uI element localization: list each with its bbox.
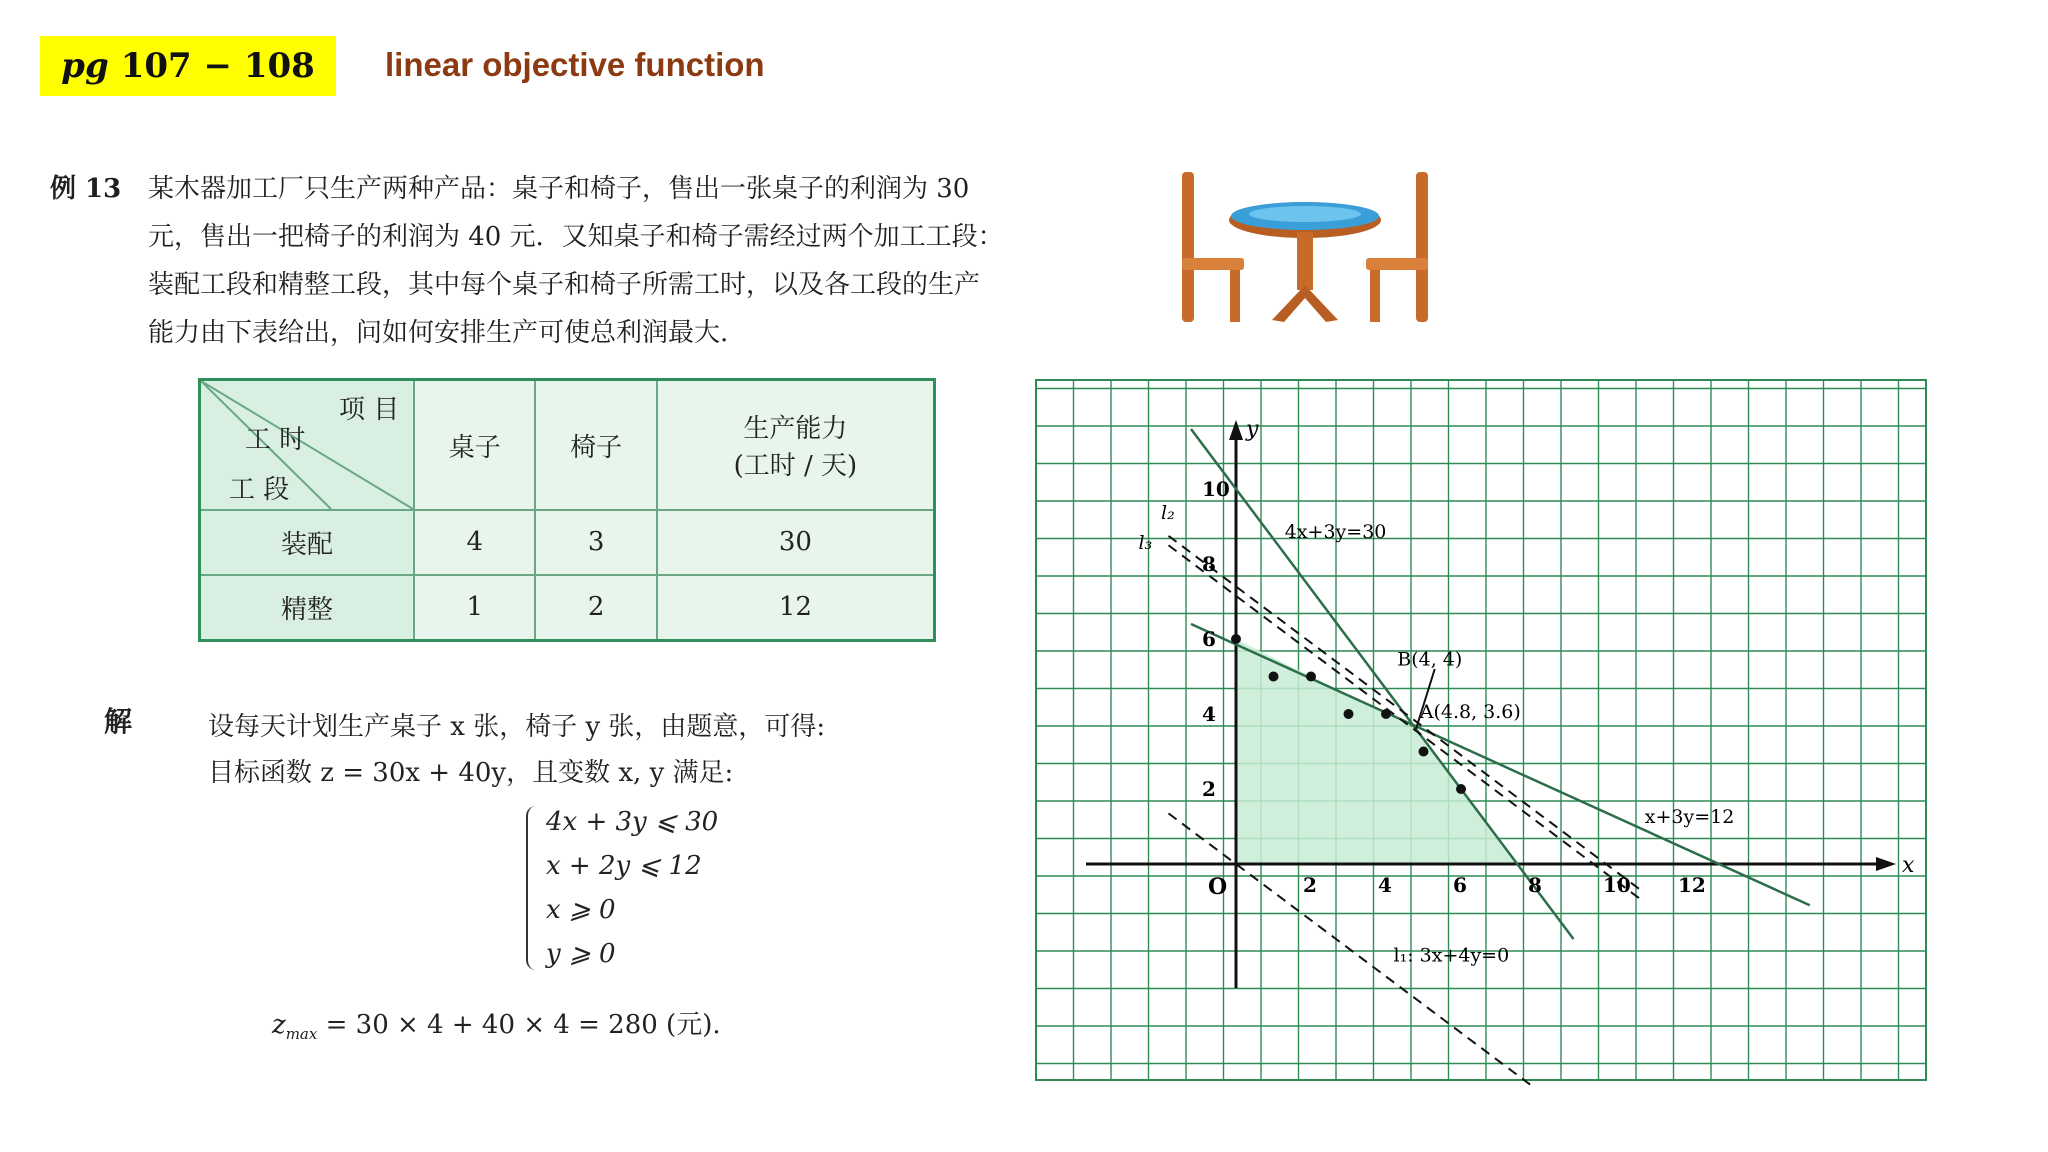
x-tick-label: 6 xyxy=(1453,873,1467,897)
y-tick-label: 10 xyxy=(1202,477,1230,501)
x-tick-label: 12 xyxy=(1678,873,1706,897)
y-tick-label: 6 xyxy=(1202,627,1216,651)
lattice-point xyxy=(1456,784,1466,794)
l3-label: l₃ xyxy=(1138,532,1153,554)
solution-text xyxy=(208,704,825,796)
lattice-point xyxy=(1344,709,1354,719)
l2-label: l₂ xyxy=(1161,502,1175,524)
table-corner-header xyxy=(200,380,415,511)
table-and-chairs-icon xyxy=(1180,170,1430,330)
constraint-system xyxy=(532,800,718,976)
zmax-expression: = 30 × 4 + 40 × 4 = 280 (元). xyxy=(317,1010,721,1040)
table-cell: 1 xyxy=(414,575,535,641)
row-label-assembly: 装配 xyxy=(200,510,415,575)
solution-line2: 目标函数 z = 30x + 40y，且变数 x, y 满足: xyxy=(208,758,734,788)
example-label: 例 13 xyxy=(50,174,122,204)
col-header-desk: 桌子 xyxy=(414,380,535,511)
production-table xyxy=(198,378,936,642)
constraint: x + 2y ⩽ 12 xyxy=(546,851,702,881)
table-cell: 12 xyxy=(657,575,935,641)
table-cell: 2 xyxy=(535,575,656,641)
corner-item-label: 项 目 xyxy=(339,395,400,425)
point-b-label: B(4, 4) xyxy=(1397,648,1463,671)
problem-statement xyxy=(40,165,1090,357)
capacity-line1: 生产能力 xyxy=(743,414,848,444)
y-tick-label: 4 xyxy=(1202,702,1216,726)
row-label-finishing: 精整 xyxy=(200,575,415,641)
lattice-point xyxy=(1419,747,1429,757)
x-tick-label: 10 xyxy=(1603,873,1631,897)
l1-label: l₁: 3x+4y=0 xyxy=(1393,944,1510,967)
y-axis-label: y xyxy=(1246,417,1259,442)
point-a-label: A(4.8, 3.6) xyxy=(1419,700,1521,723)
problem-line: 装配工段和精整工段，其中每个桌子和椅子所需工时，以及各工段的生产 xyxy=(148,270,981,300)
capacity-line2: (工时 / 天) xyxy=(733,451,858,481)
feasible-region-graph xyxy=(996,378,1936,1088)
col-header-capacity xyxy=(657,380,935,511)
x-tick-label: 8 xyxy=(1528,873,1542,897)
x-axis-label: x xyxy=(1902,853,1915,878)
y-tick-label: 8 xyxy=(1202,552,1216,576)
constraint: 4x + 3y ⩽ 30 xyxy=(546,807,719,837)
line2-label: x+3y=12 xyxy=(1644,805,1735,828)
solution-label: 解 xyxy=(104,705,133,738)
problem-line: 元，售出一把椅子的利润为 40 元．又知桌子和椅子需经过两个加工工段： xyxy=(148,222,1004,252)
table-cell: 4 xyxy=(414,510,535,575)
line1-label: 4x+3y=30 xyxy=(1284,520,1387,543)
x-tick-label: 2 xyxy=(1303,873,1317,897)
lattice-point xyxy=(1381,709,1391,719)
col-header-chair: 椅子 xyxy=(535,380,656,511)
origin-label: O xyxy=(1208,874,1228,900)
lattice-point xyxy=(1269,672,1279,682)
y-tick-label: 2 xyxy=(1202,777,1216,801)
table-cell: 3 xyxy=(535,510,656,575)
table-cell: 30 xyxy=(657,510,935,575)
constraint: y ⩾ 0 xyxy=(546,939,616,969)
constraint: x ⩾ 0 xyxy=(546,895,616,925)
slide-subtitle: linear objective function xyxy=(385,46,765,83)
page-ref-italic: pg xyxy=(61,46,109,86)
graph-frame xyxy=(1036,380,1926,1080)
corner-stage-label: 工 段 xyxy=(229,475,290,505)
x-tick-label: 4 xyxy=(1378,873,1392,897)
max-value-result xyxy=(272,1004,721,1043)
corner-hours-label: 工 时 xyxy=(245,425,306,455)
problem-line: 能力由下表给出，问如何安排生产可使总利润最大. xyxy=(148,318,729,348)
problem-line: 某木器加工厂只生产两种产品：桌子和椅子，售出一张桌子的利润为 30 xyxy=(148,174,970,204)
zmax-z: z xyxy=(272,1010,286,1040)
zmax-sub: max xyxy=(285,1025,318,1044)
lattice-point xyxy=(1306,672,1316,682)
lattice-point xyxy=(1231,634,1241,644)
solution-line1: 设每天计划生产桌子 x 张，椅子 y 张，由题意，可得: xyxy=(208,712,826,742)
page-ref-numbers: 107 − 108 xyxy=(120,46,315,86)
page-reference-tag xyxy=(40,36,336,96)
